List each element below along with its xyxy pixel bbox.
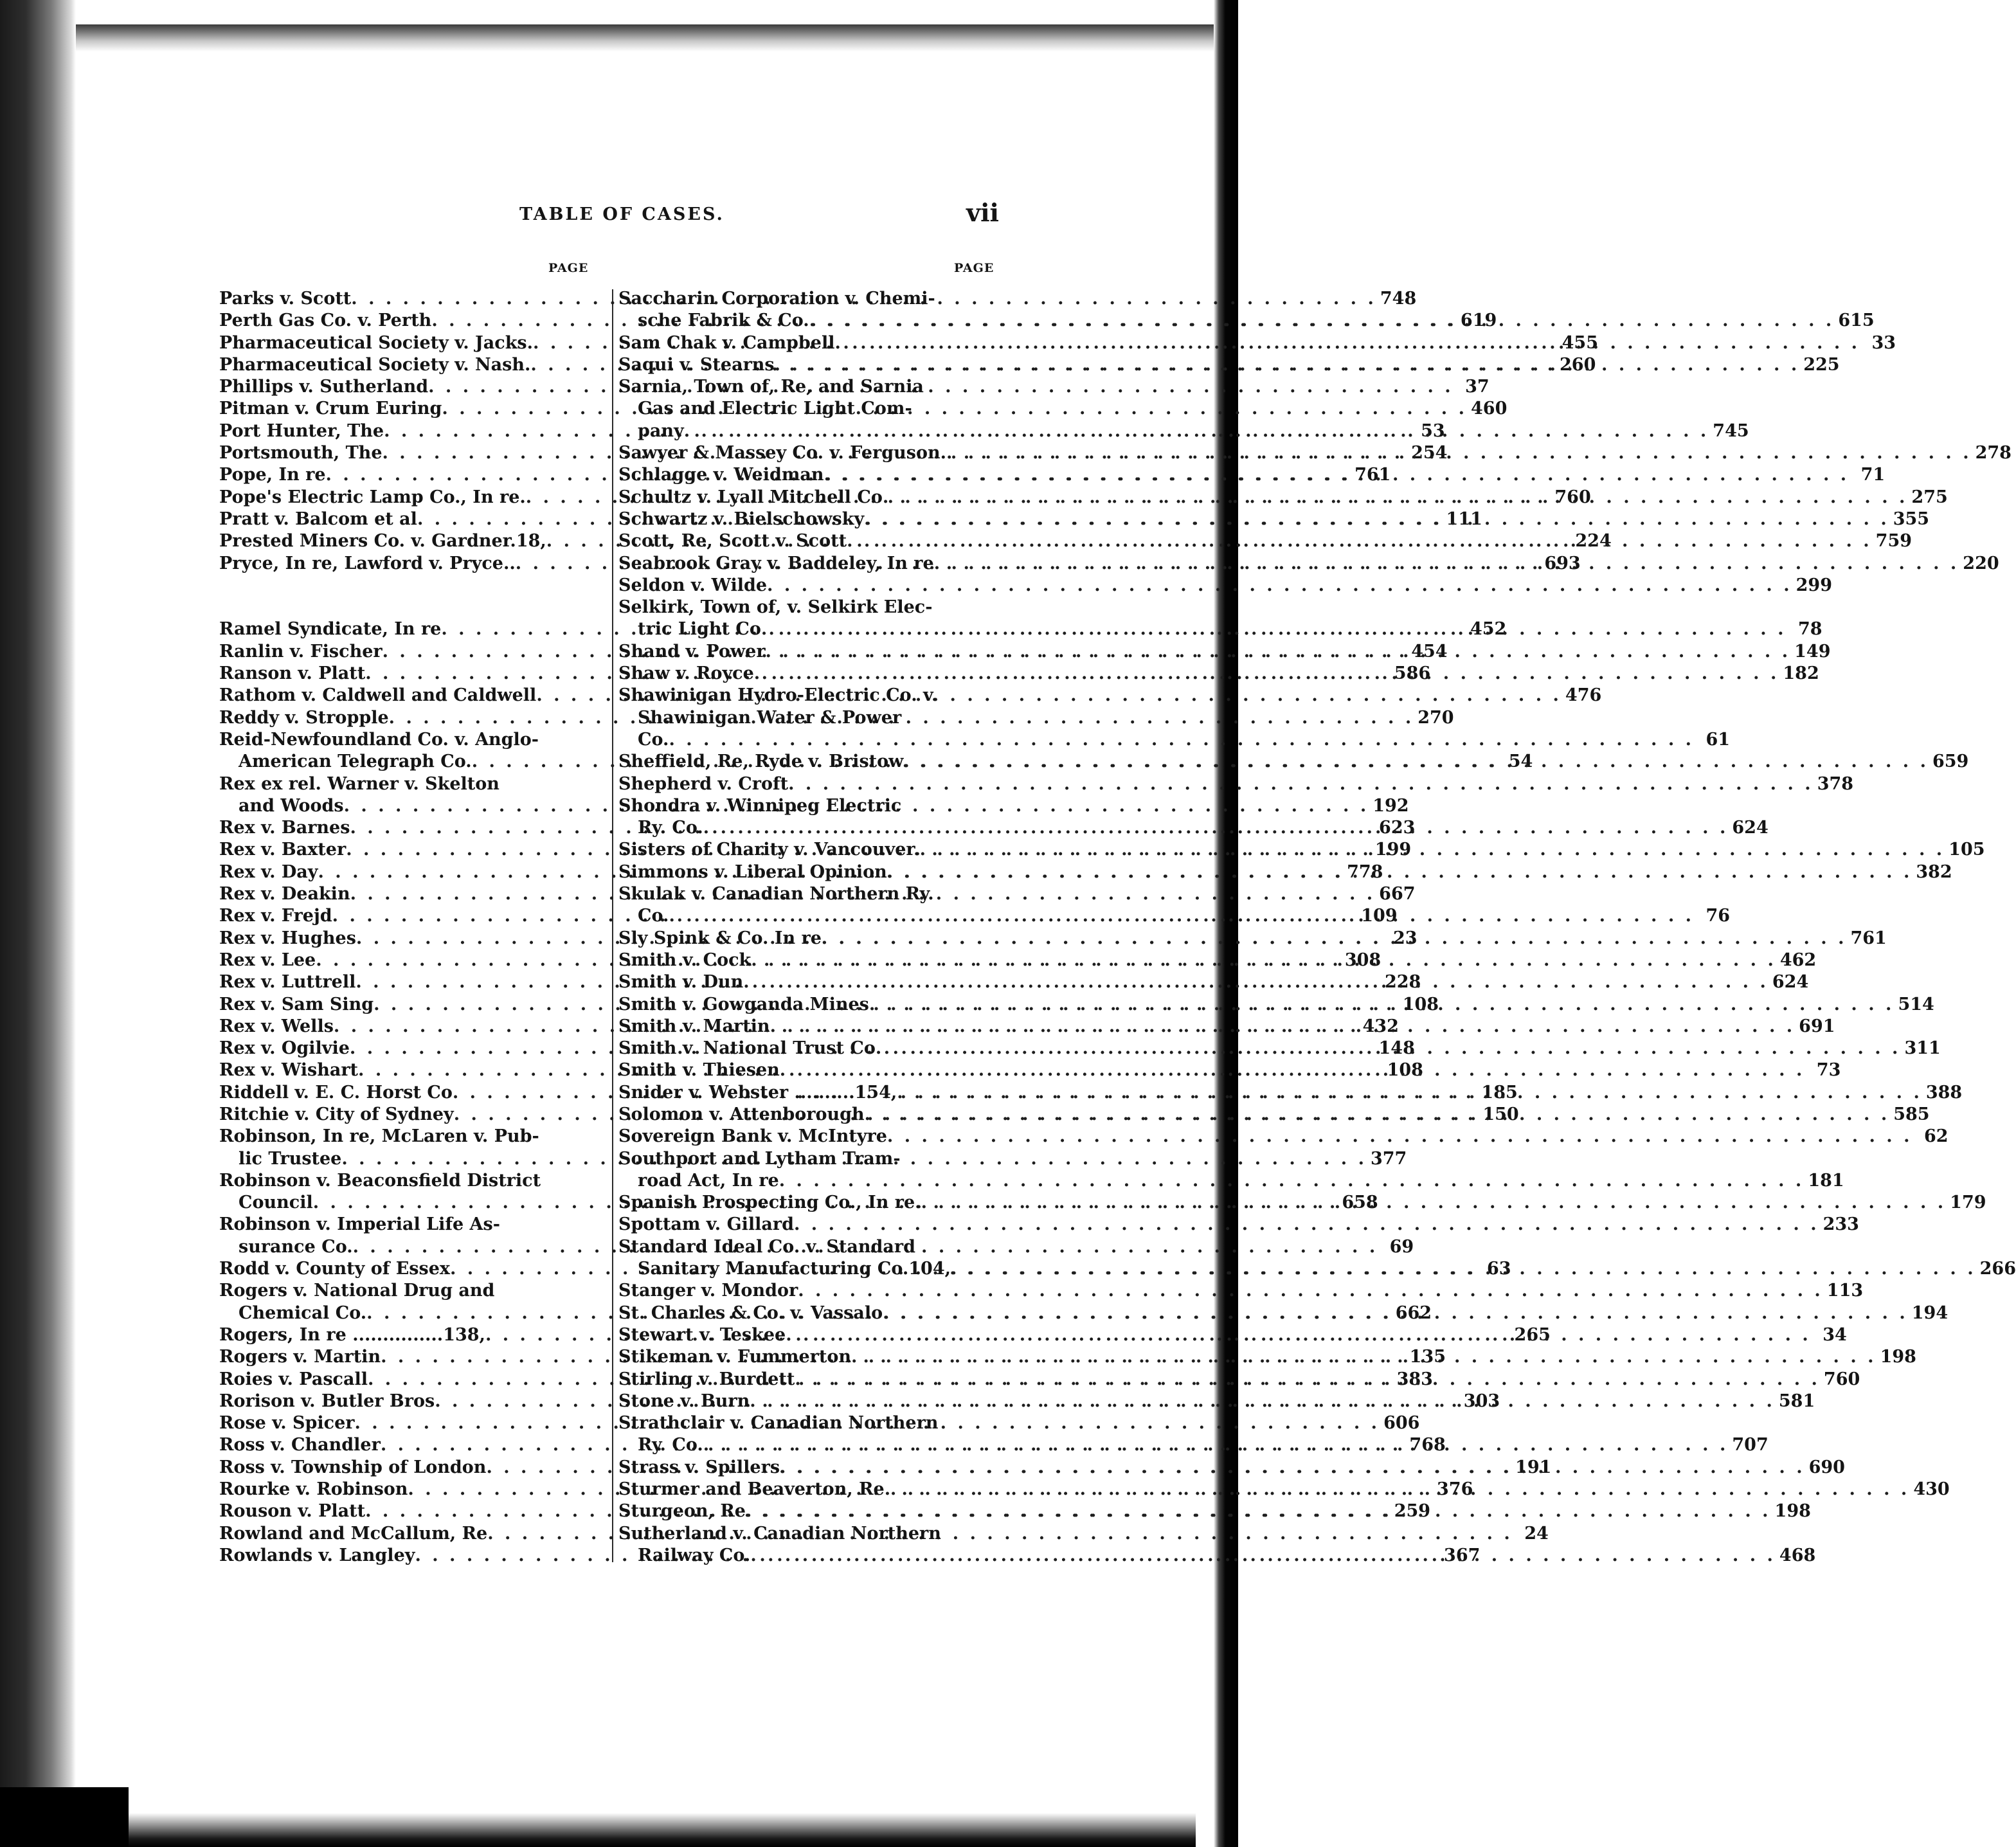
case-page-number: 462 <box>1779 950 1817 970</box>
case-page-number: 760 <box>1554 487 1591 507</box>
case-page-number: 278 <box>1975 443 2012 464</box>
case-page-number: 761 <box>1850 928 1887 948</box>
case-page-number: 308 <box>1344 950 1382 970</box>
case-page-number: 34 <box>1823 1324 1847 1345</box>
case-page-number: 150 <box>1482 1104 1519 1124</box>
case-name: Strass v. Spillers <box>618 1457 780 1477</box>
dot-leader <box>669 905 1694 927</box>
case-name: Rorison v. Butler Bros <box>219 1391 435 1411</box>
case-page-number: 105 <box>1949 840 1985 860</box>
case-page-number: 73 <box>1816 1060 1841 1081</box>
case-name: Rouson v. Platt <box>219 1501 366 1522</box>
page-number: vii <box>966 198 999 227</box>
case-page-number: 581 <box>1778 1391 1815 1411</box>
case-page-number: 225 <box>1803 354 1840 375</box>
case-name: Rowland and McCallum, Re <box>219 1523 488 1544</box>
case-name: Rex v. Day <box>219 861 318 882</box>
case-name: Portsmouth, The <box>219 443 382 464</box>
case-page-number: 378 <box>1817 773 1854 794</box>
case-name: Ritchie v. City of Sydney <box>219 1104 454 1124</box>
case-page-number: 619 <box>1460 311 1497 331</box>
case-name: Rex v. Sam Sing <box>219 994 374 1014</box>
case-name: Pharmaceutical Society v. Nash. <box>219 354 531 375</box>
case-name: Sutherland v. Canadian Northern <box>618 1523 941 1544</box>
dot-leader <box>750 1391 1775 1412</box>
case-name: Roies v. Pascall <box>219 1369 368 1389</box>
case-page-number: 615 <box>1838 311 1875 331</box>
case-page-number: 624 <box>1732 818 1769 838</box>
case-name: Rex v. Barnes <box>219 818 350 838</box>
dot-leader <box>770 1016 1796 1038</box>
case-name: sche Fabrik & Co. <box>638 311 809 331</box>
case-name: Gas and Electric Light Com- <box>638 399 912 419</box>
case-entry <box>618 1214 1859 1236</box>
case-name: Ramel Syndicate, In re <box>219 619 442 640</box>
dot-leader <box>876 1038 1901 1059</box>
dot-leader <box>703 817 1729 839</box>
case-page-number: 468 <box>1779 1545 1816 1565</box>
case-name: Rourke v. Robinson <box>219 1479 408 1500</box>
case-page-number: 108 <box>1402 994 1439 1014</box>
scan-corner <box>0 1787 129 1847</box>
case-page-number: 254 <box>1411 443 1448 464</box>
case-name: Rex v. Ogilvie <box>219 1038 350 1059</box>
case-entry <box>618 1126 1949 1148</box>
case-page-number: 198 <box>1774 1501 1811 1522</box>
dot-leader <box>946 442 1972 464</box>
dot-leader <box>903 751 1929 773</box>
dot-leader <box>794 1214 1819 1236</box>
scan-margin-left <box>0 0 76 1847</box>
case-name: American Telegraph Co. <box>239 752 472 772</box>
case-name: Phillips v. Sutherland <box>219 377 429 397</box>
case-page-number: 667 <box>1379 884 1416 905</box>
case-name: Sarnia, Town of, Re, and Sarnia <box>618 377 924 397</box>
list-spacer <box>219 597 606 618</box>
dot-leader <box>920 839 1945 861</box>
case-name: Rathom v. Caldwell and Caldwell <box>219 685 537 706</box>
case-page-number: 367 <box>1444 1545 1480 1565</box>
scan-margin-bottom <box>103 1813 1196 1847</box>
case-name: Seldon v. Wilde <box>618 575 768 595</box>
case-page-number: 54 <box>1508 752 1533 772</box>
case-entry <box>219 1126 606 1148</box>
case-page-number: 194 <box>1911 1302 1949 1323</box>
case-name: Rex v. Wells <box>219 1016 334 1036</box>
case-page-number: 192 <box>1372 795 1409 816</box>
case-page-number: 455 <box>1562 332 1598 353</box>
case-name: Seabrook Gray v. Baddeley, In re <box>618 553 934 573</box>
dot-leader <box>869 994 1895 1016</box>
case-page-number: 265 <box>1514 1324 1551 1345</box>
case-name: Council <box>239 1193 313 1213</box>
case-name: Sturmer and Beaverton, Re <box>618 1479 885 1500</box>
case-name: Schultz v. Lyall Mitchell Co <box>618 487 883 507</box>
case-page-number: 275 <box>1911 487 1948 507</box>
case-page-number: 778 <box>1347 861 1383 882</box>
dot-leader <box>883 487 1908 509</box>
case-page-number: 476 <box>1565 685 1602 706</box>
case-name: Southport and Lytham Tram- <box>618 1148 901 1169</box>
case-name: Pope's Electric Lamp Co., In re. <box>219 487 526 507</box>
case-page-number: 185 <box>1481 1082 1518 1103</box>
case-name: Perth Gas Co. v. Perth <box>219 311 432 331</box>
list-spacer <box>219 575 606 597</box>
case-name: Shaw v. Royce <box>618 663 754 684</box>
case-page-number: 63 <box>1487 1259 1511 1279</box>
dot-leader <box>766 641 1791 663</box>
case-page-number: 624 <box>1772 972 1809 993</box>
case-name: Pratt v. Balcom et al <box>219 509 417 529</box>
dot-leader <box>684 420 1709 442</box>
dot-leader <box>864 509 1889 530</box>
case-page-number: 266 <box>1979 1259 2016 1279</box>
case-name: Rowlands v. Langley <box>219 1545 415 1565</box>
case-page-number: 62 <box>1923 1126 1949 1147</box>
case-name: Shand v. Power <box>618 641 766 662</box>
case-page-number: 355 <box>1893 509 1930 529</box>
dot-leader <box>934 553 1959 575</box>
case-page-number: 761 <box>1354 465 1391 485</box>
case-entry <box>618 795 966 817</box>
dot-leader <box>822 928 1847 950</box>
case-page-number: 662 <box>1395 1302 1432 1323</box>
case-name: Co. <box>638 729 669 750</box>
dot-leader <box>887 1126 1913 1148</box>
case-page-number: 748 <box>1380 289 1417 309</box>
dot-leader <box>746 1500 1771 1522</box>
case-name: Parks v. Scott <box>219 289 352 309</box>
case-entry <box>618 597 966 618</box>
case-name: Rex v. Lee <box>219 950 316 970</box>
case-entry <box>618 707 966 729</box>
case-entry <box>219 729 606 751</box>
case-entry <box>618 1170 1844 1192</box>
case-name: surance Co. <box>239 1236 353 1257</box>
case-name: Shondra v. Winnipeg Electric <box>618 795 902 816</box>
case-page-number: 182 <box>1783 663 1819 684</box>
case-name: Standard Ideal Co. v. Standard <box>618 1236 915 1257</box>
case-name: Snider v. Webster ..........154, <box>618 1082 897 1103</box>
case-name: Rex ex rel. Warner v. Skelton <box>219 773 500 794</box>
dot-leader <box>754 663 1779 685</box>
right-page-column-heading: PAGE <box>954 261 995 275</box>
case-name: Robinson v. Beaconsfield District <box>219 1170 541 1191</box>
case-page-number: 623 <box>1379 818 1416 838</box>
case-page-number: 586 <box>1394 663 1431 684</box>
case-name: Rose v. Spicer <box>219 1413 355 1434</box>
case-page-number: 24 <box>1524 1523 1549 1544</box>
case-page-number: 113 <box>1826 1281 1864 1301</box>
case-name: Rex v. Deakin <box>219 884 350 905</box>
case-name: and Woods <box>239 795 344 816</box>
case-name: Riddell v. E. C. Horst Co <box>219 1082 453 1103</box>
case-entry <box>618 1280 1864 1302</box>
case-name: Sanitary Manufacturing Co.104, <box>638 1259 951 1279</box>
dot-leader <box>847 530 1872 552</box>
case-name: Ross v. Chandler <box>219 1435 381 1455</box>
case-name: Sawyer & Massey Co. v. Ferguson. <box>618 443 946 464</box>
case-name: Rodd v. County of Essex <box>219 1259 450 1279</box>
case-name: Selkirk, Town of, v. Selkirk Elec- <box>618 597 933 618</box>
case-page-number: 233 <box>1823 1214 1859 1235</box>
left-page-column-heading: PAGE <box>548 261 589 275</box>
dot-leader <box>750 1545 1776 1567</box>
dot-leader <box>883 1302 1908 1324</box>
case-name: Co. <box>638 906 669 926</box>
case-name: Rex v. Wishart <box>219 1060 359 1081</box>
case-name: Stirling v. Burdett <box>618 1369 795 1389</box>
case-page-number: 181 <box>1808 1170 1844 1191</box>
case-page-number: 260 <box>1560 354 1596 375</box>
case-name: Skulak v. Canadian Northern Ry. <box>618 884 934 905</box>
dot-leader <box>751 950 1776 971</box>
case-name: Stikeman v. Fummerton <box>618 1347 851 1367</box>
case-page-number: 606 <box>1383 1413 1420 1434</box>
case-page-number: 585 <box>1893 1104 1930 1124</box>
case-page-number: 377 <box>1370 1148 1407 1169</box>
case-name: pany <box>638 420 684 441</box>
case-name: Stone v. Burn <box>618 1391 750 1411</box>
case-page-number: 659 <box>1932 752 1969 772</box>
case-name: Ross v. Township of London <box>219 1457 487 1477</box>
case-name: Shepherd v. Croft <box>618 773 789 794</box>
case-name: Shawinigan Water & Power <box>638 707 902 728</box>
case-page-number: 33 <box>1871 332 1896 353</box>
case-page-number: 69 <box>1389 1236 1414 1257</box>
case-page-number: 658 <box>1342 1193 1378 1213</box>
dot-leader <box>921 1192 1947 1214</box>
case-page-number: 690 <box>1808 1457 1845 1477</box>
case-page-number: 224 <box>1575 531 1612 552</box>
case-entry <box>618 1523 966 1545</box>
case-page-number: 71 <box>1860 465 1886 485</box>
case-name: Saqui v. Stearns <box>618 354 775 375</box>
case-entry <box>219 1214 606 1236</box>
case-name: Saccharin Corporation v. Chemi- <box>618 289 935 309</box>
dot-leader <box>865 1104 1890 1126</box>
case-page-number: 111 <box>1446 509 1482 529</box>
case-name: lic Trustee <box>239 1148 342 1169</box>
case-page-number: 376 <box>1437 1479 1473 1500</box>
dot-leader <box>885 1479 1910 1500</box>
dot-leader <box>798 1280 1823 1302</box>
case-page-number: 768 <box>1409 1435 1446 1455</box>
dot-leader <box>786 1324 1811 1346</box>
case-page-number: 760 <box>1823 1369 1860 1389</box>
case-page-number: 430 <box>1913 1479 1950 1500</box>
dot-leader <box>951 1258 1976 1280</box>
dot-leader <box>780 1457 1805 1479</box>
dot-leader <box>788 773 1814 795</box>
dot-leader <box>703 1434 1729 1456</box>
case-page-number: 311 <box>1904 1038 1941 1059</box>
case-page-number: 514 <box>1898 994 1934 1014</box>
case-entry <box>618 773 1854 795</box>
case-name: Ry. Co. <box>638 818 703 838</box>
case-page-number: 299 <box>1796 575 1833 595</box>
case-name: Stewart v. Teskee <box>618 1324 786 1345</box>
dot-leader <box>780 1059 1805 1081</box>
case-page-number: 191 <box>1515 1457 1552 1477</box>
dot-leader <box>897 1082 1922 1104</box>
case-page-number: 61 <box>1706 729 1731 750</box>
dot-leader <box>775 354 1800 376</box>
case-entry <box>618 575 1833 597</box>
case-entry <box>618 288 966 310</box>
case-page-number: 199 <box>1374 840 1412 860</box>
case-name: Reddy v. Stropple <box>219 707 389 728</box>
case-name: Rex v. Luttrell <box>219 972 356 993</box>
case-name: Prested Miners Co. v. Gardner.18, <box>219 531 546 552</box>
case-name: Schlagge v. Weidman <box>618 465 824 485</box>
case-entry <box>618 1236 966 1258</box>
case-name: Rogers, In re ...............138, <box>219 1324 485 1345</box>
case-page-number: 454 <box>1411 641 1448 662</box>
case-page-number: 707 <box>1732 1435 1769 1455</box>
case-name: Rogers v. National Drug and <box>219 1281 495 1301</box>
case-name: Robinson v. Imperial Life As- <box>219 1214 500 1235</box>
case-name: tric Light Co <box>638 619 761 640</box>
case-page-number: 23 <box>1392 928 1418 948</box>
case-page-number: 382 <box>1916 861 1952 882</box>
case-name: Solomon v. Attenborough <box>618 1104 865 1124</box>
case-name: Sovereign Bank v. McIntyre <box>618 1126 887 1147</box>
case-name: Smith v. Thiesen <box>618 1060 780 1081</box>
dot-leader <box>809 310 1835 332</box>
case-name: Spanish Prospecting Co., In re. <box>618 1193 921 1213</box>
case-name: Ranson v. Platt <box>219 663 366 684</box>
case-page-number: 745 <box>1713 420 1749 441</box>
case-name: Pryce, In re, Lawford v. Pryce.. <box>219 553 516 573</box>
case-page-number: 135 <box>1409 1347 1446 1367</box>
case-name: Pharmaceutical Society v. Jacks. <box>219 332 534 353</box>
case-page-number: 270 <box>1418 707 1454 728</box>
case-page-number: 259 <box>1394 1501 1431 1522</box>
case-name: road Act, In re <box>638 1170 779 1191</box>
case-name: Rex v. Hughes <box>219 928 356 948</box>
dot-leader <box>779 1170 1805 1192</box>
case-entry <box>219 1280 606 1302</box>
case-entry <box>219 1170 606 1192</box>
case-name: Rex v. Baxter <box>219 840 346 860</box>
dot-leader <box>761 618 1787 640</box>
case-entry <box>618 1412 966 1434</box>
case-name: Sly Spink & Co. In re <box>618 928 822 948</box>
case-entry <box>618 398 966 420</box>
case-page-number: 198 <box>1880 1347 1916 1367</box>
case-name: Rogers v. Martin <box>219 1347 381 1367</box>
case-page-number: 108 <box>1387 1060 1423 1081</box>
dot-leader <box>887 861 1913 883</box>
case-name: Robinson, In re, McLaren v. Pub- <box>219 1126 539 1147</box>
case-name: Spottam v. Gillard <box>618 1214 794 1235</box>
case-name: Ry. Co. <box>638 1435 703 1455</box>
scan-margin-top <box>76 24 1214 51</box>
dot-leader <box>743 971 1769 993</box>
case-name: Railway Co. <box>638 1545 751 1565</box>
case-name: Simmons v. Liberal Opinion <box>618 861 887 882</box>
case-name: Smith v. Martin <box>618 1016 770 1036</box>
case-name: Rex v. Frejd <box>219 906 332 926</box>
running-title: TABLE OF CASES. <box>519 204 724 224</box>
case-entry <box>618 883 966 905</box>
case-name: Reid-Newfoundland Co. v. Anglo- <box>219 729 539 750</box>
case-name: Smith v. National Trust Co <box>618 1038 876 1059</box>
case-page-number: 452 <box>1470 619 1507 640</box>
case-page-number: 388 <box>1925 1082 1963 1103</box>
case-name: Sheffield, Re, Ryde v. Bristow <box>618 752 904 772</box>
case-page-number: 109 <box>1361 906 1398 926</box>
case-name: St. Charles & Co. v. Vassalo <box>618 1302 883 1323</box>
case-name: Stanger v. Mondor <box>618 1281 798 1301</box>
case-page-number: 78 <box>1797 619 1823 640</box>
dot-leader <box>795 1369 1820 1391</box>
case-name: Strathclair v. Canadian Northern <box>618 1413 939 1434</box>
case-name: Pitman v. Crum Euring <box>219 399 442 419</box>
case-page-number: 220 <box>1963 553 1999 573</box>
dot-leader <box>767 575 1792 597</box>
case-name: Sturgeon, Re <box>618 1501 746 1522</box>
case-entry <box>219 773 606 795</box>
case-name: Schwartz v. Bielschowsky <box>618 509 865 529</box>
case-name: Smith v. Cock <box>618 950 752 970</box>
case-name: Chemical Co. <box>239 1302 367 1323</box>
case-name: Shawinigan Hydro-Electric Co. v. <box>618 685 938 706</box>
case-name: Ranlin v. Fischer <box>219 641 382 662</box>
case-page-number: 149 <box>1794 641 1831 662</box>
case-page-number: 303 <box>1463 1391 1500 1411</box>
case-page-number: 383 <box>1396 1369 1433 1389</box>
case-entry <box>618 729 1731 751</box>
dot-leader <box>824 464 1850 486</box>
case-page-number: 693 <box>1544 553 1581 573</box>
case-name: Port Hunter, The <box>219 420 384 441</box>
case-name: Sam Chak v. Campbell <box>618 332 835 353</box>
case-page-number: 37 <box>1465 377 1490 397</box>
case-page-number: 460 <box>1471 399 1508 419</box>
case-page-number: 432 <box>1362 1016 1399 1036</box>
case-name: Sisters of Charity v. Vancouver. <box>618 840 920 860</box>
case-entry <box>618 1148 966 1170</box>
case-entry <box>618 685 966 707</box>
case-name: Scott, Re, Scott v. Scott <box>618 531 847 552</box>
case-name: Smith v. Gowganda Mines <box>618 994 869 1014</box>
case-name: Pope, In re <box>219 465 326 485</box>
case-entry <box>618 376 966 398</box>
case-page-number: 691 <box>1799 1016 1835 1036</box>
dot-leader <box>669 729 1694 751</box>
case-page-number: 759 <box>1875 531 1913 552</box>
case-page-number: 53 <box>1421 420 1445 441</box>
case-page-number: 228 <box>1384 972 1421 993</box>
dot-leader <box>834 332 1860 354</box>
case-page-number: 76 <box>1706 906 1731 926</box>
case-name: Smith v. Dun <box>618 972 744 993</box>
case-page-number: 148 <box>1378 1038 1415 1059</box>
dot-leader <box>851 1346 1877 1368</box>
case-page-number: 179 <box>1950 1193 1986 1213</box>
